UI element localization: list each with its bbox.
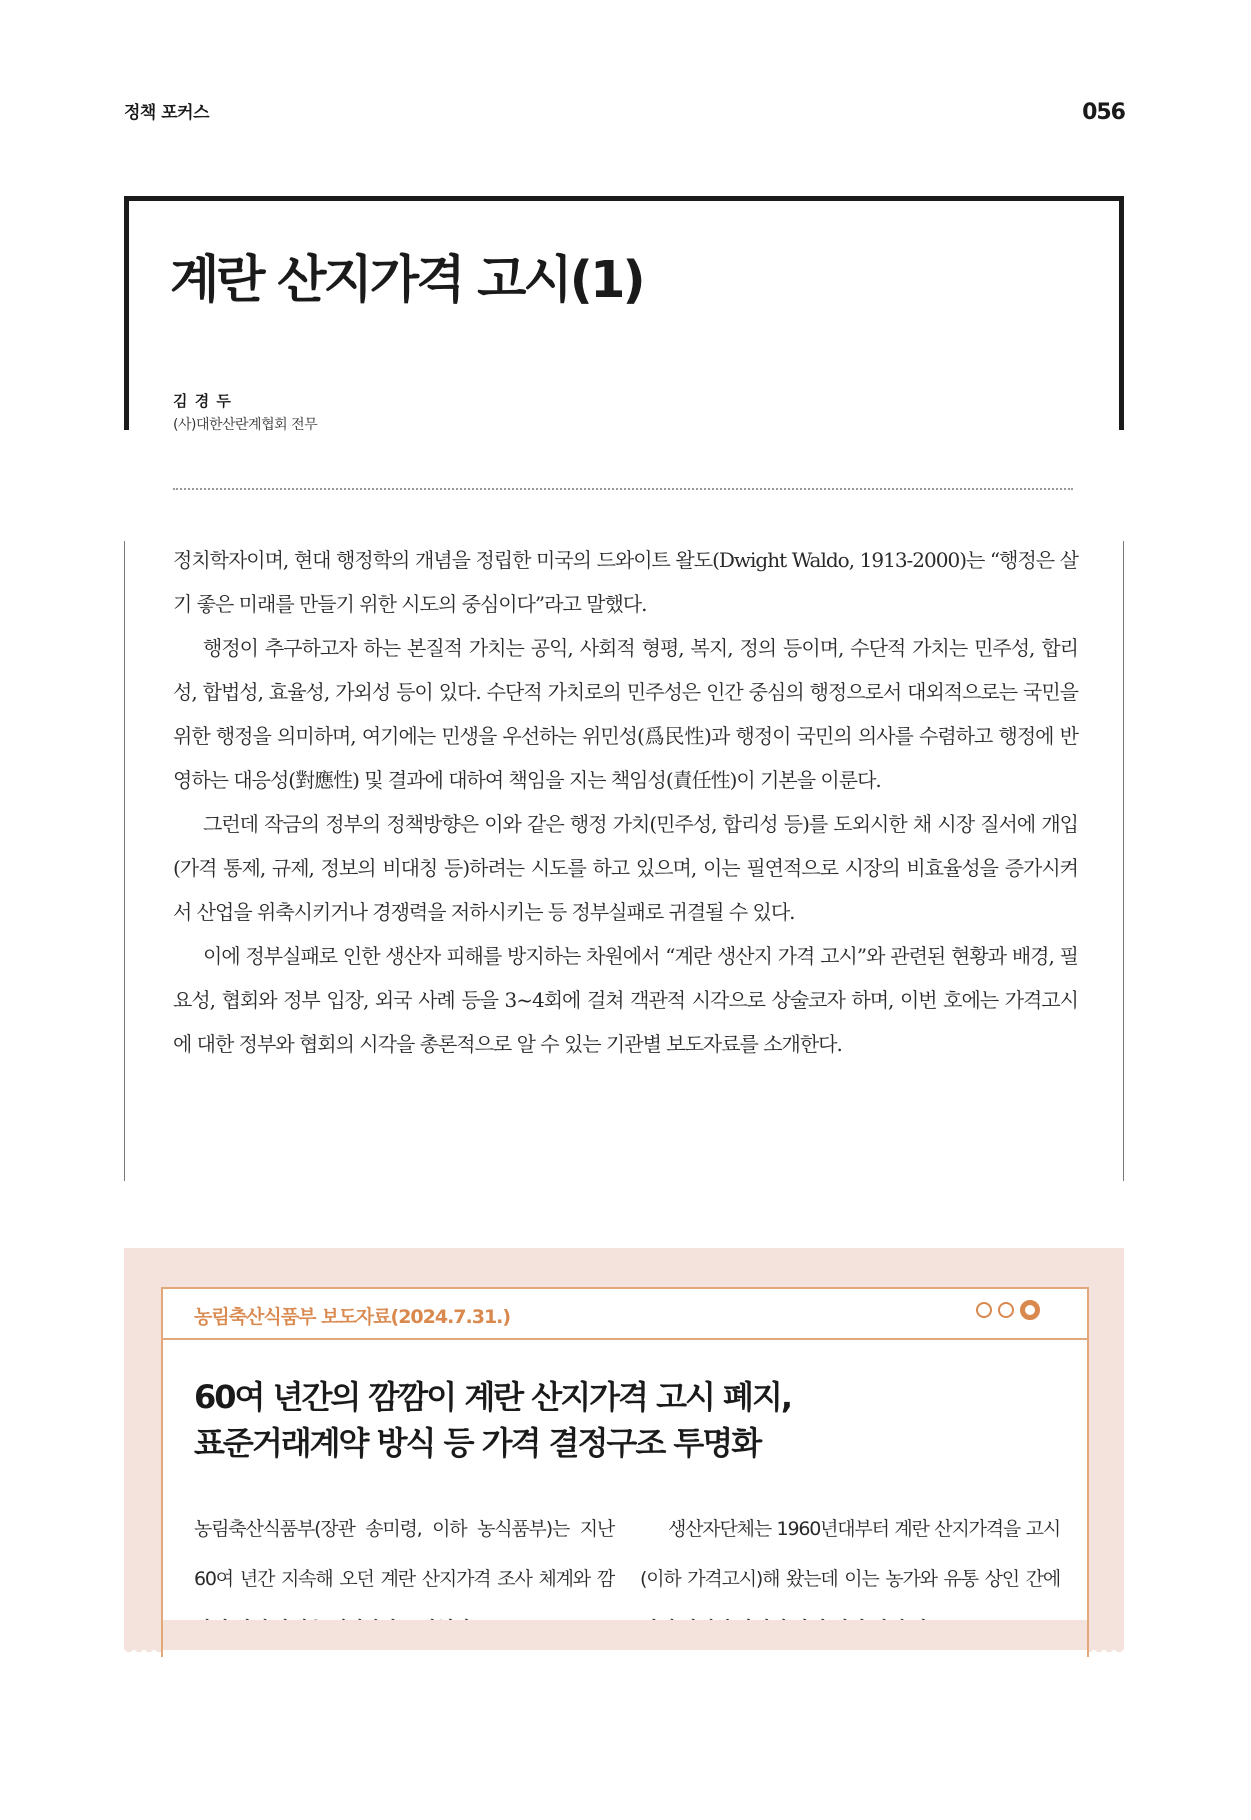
circle-filled-icon — [1020, 1300, 1040, 1320]
author-name: 김 경 두 — [173, 392, 232, 410]
article-body — [173, 538, 1078, 1066]
section-label: 정책 포커스 — [124, 103, 210, 123]
press-release-headline — [194, 1374, 1054, 1466]
author-affiliation: (사)대한산란계협회 전무 — [173, 417, 318, 433]
press-paragraph: 농림축산식품부(장관 송미령, 이하 농식품부)는 지난 60여 년간 지속해 오던 계란 산지가격 조사 체계와 깜 — [194, 1518, 614, 1590]
paragraph: 이에 정부실패로 인한 생산자 피해를 방지하는 차원에서 “계란 생산지 가격 고시”와 관련된 현황과 배경, 필요성, 협회와 정부 입장, 외국 사례 등을 3~4회에 걸쳐 객관적 시각으로 상술코자 하며, 이번 호에는 가격고시에 대한 정부와 협회의 시각을 총론적으로 알 수 있는 기관별 보도자료를 소개한다. — [173, 944, 1078, 1056]
headline-line: 표준거래계약 방식 등 가격 결정구조 투명화 — [194, 1424, 761, 1462]
paragraph: 행정이 추구하고자 하는 본질적 가치는 공익, 사회적 형평, 복지, 정의 등이며, 수단적 가치는 민주성, 합리성, 합법성, 효율성, 가외성 등이 있다. 수단적 가치로의 민주성은 인간 중심의 행정으로서 대외적으로는 국민을 위한 행정을 의미하며, 여기에는 민생을 우선하는 위민성(爲民性)과 행정이 국민의 의사를 수렴하고 행정에 반영하는 대응성(對應性) 및 결과에 대하여 책임을 지는 책임성(責任性)이 기본을 이룬다. — [173, 636, 1078, 792]
paragraph: 그런데 작금의 정부의 정책방향은 이와 같은 행정 가치(민주성, 합리성 등)를 도외시한 채 시장 질서에 개입(가격 통제, 규제, 정보의 비대칭 등)하려는 시도를 하고 있으며, 이는 필연적으로 시장의 비효율성을 증가시켜서 산업을 위축시키거나 경쟁력을 저하시키는 등 정부실패로 귀결될 수 있다. — [173, 812, 1078, 924]
decorative-dots — [976, 1302, 1040, 1320]
title-frame — [124, 196, 1124, 430]
dotted-divider — [173, 488, 1073, 490]
press-bottom-fade — [163, 1620, 1087, 1650]
circle-outline-icon — [976, 1302, 992, 1318]
article-title: 계란 산지가격 고시(1) — [170, 251, 643, 310]
page-number: 056 — [1082, 100, 1125, 125]
paragraph: 정치학자이며, 현대 행정학의 개념을 정립한 미국의 드와이트 왈도(Dwight Waldo, 1913-2000)는 “행정은 살기 좋은 미래를 만들기 위한 시도의 중심이다”라고 말했다. — [173, 548, 1078, 616]
press-header-divider — [161, 1338, 1089, 1340]
press-paragraph: 생산자단체는 1960년대부터 계란 산지가격을 고시(이하 가격고시)해 왔는데 이는 농가와 유통 상인 간에 — [640, 1518, 1060, 1590]
press-release-source: 농림축산식품부 보도자료(2024.7.31.) — [194, 1306, 511, 1328]
headline-line: 60여 년간의 깜깜이 계란 산지가격 고시 폐지, — [194, 1378, 792, 1416]
circle-outline-icon — [998, 1302, 1014, 1318]
